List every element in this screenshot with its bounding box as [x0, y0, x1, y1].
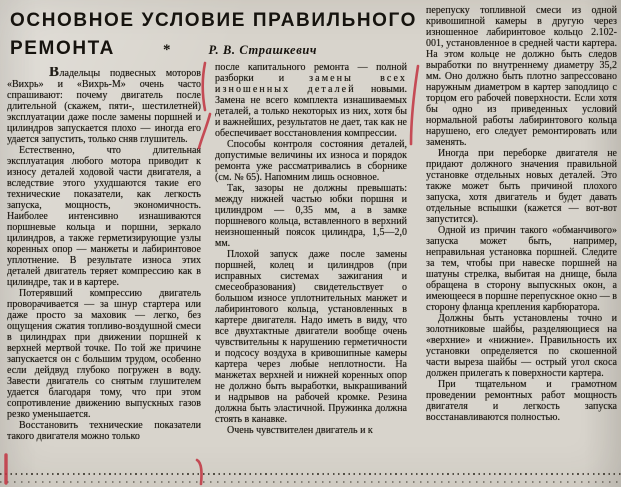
drop-cap-initial: В: [49, 67, 60, 80]
paragraph: Одной из причин такого «обманчивого» запуска может быть, например, неправильная установка поршней. Следите за тем, чтобы при навеске поршней на шатуны стрелка, выбитая на днище, была обращена в сторону выпускных окон, а имеющееся в поршне перепускное окно — в сторону фланца крепления карбюратора.: [426, 225, 617, 313]
text-column-2: [215, 62, 407, 459]
article-title-row2: [10, 35, 412, 63]
paragraph: перепуску топливной смеси из одной кривошипной камеры в другую через изношенное лабиринтовое кольцо 2.102-001, установленное в средней части картера. На этом кольце не должно быть следов выработки по внутреннему диаметру 35,2 мм. Оно должно быть плотно запрессовано наружным диаметром в картер заподлицо с торцом его рабочей поверхности. Если хотя бы одно из приведенных условий нормальной работы лабиринтового кольца нарушено, его следует ремонтировать или заменять.: [426, 5, 617, 148]
article-title-line2: РЕМОНТА: [10, 38, 116, 59]
paragraph-text: новыми. Замена не всего комплекта изнашиваемых деталей, а только некоторых из них, хотя бы и важнейших, результатов не дает, так как не обеспечивает восстановления компрессии.: [215, 84, 407, 139]
paragraph: Восстановить технические показатели такого двигателя можно только: [7, 420, 201, 442]
article-title-line1: ОСНОВНОЕ УСЛОВИЕ ПРАВИЛЬНОГО: [10, 10, 418, 31]
paragraph: Потерявший компрессию двигатель проворачивается — за шнур стартера или даже просто за маховик — легко, без ощущения сжатия топливо-воздушной смеси в цилиндрах при движении поршней к верхней мертвой точке. По той же причине запускается он с большим трудом, особенно если дейдвуд глубоко погружен в воду. Завести двигатель со снятым глушителем удается благодаря тому, что при этом сопротивление движению выпускных газов резко уменьшается.: [7, 288, 201, 420]
emphasized-spaced-text: замены всех изношенных деталей: [215, 73, 407, 95]
paragraph: Так, зазоры не должны превышать: между нижней частью юбки поршня и цилиндром — 0,35 мм, а в замке поршневого кольца, вставленного в верхний неизношенный поясок цилиндра, 1,5—2,0 мм.: [215, 183, 407, 249]
paragraph: Естественно, что длительная эксплуатация любого мотора приводит к износу деталей ходовой части двигателя, а вследствие этого ухудшаются такие его технические показатели, как легкость запуска, мощность, экономичность. Наиболее интенсивно изнашиваются поршневые кольца и поршни, зеркало цилиндров, а также герметизирующие узлы коренных опор — манжеты и лабиринтовое уплотнение. В результате износа этих деталей двигатель теряет компрессию как в цилиндре, так и в картере.: [7, 145, 201, 288]
bottom-dotted-rule-secondary: [0, 481, 621, 483]
paragraph: [215, 62, 407, 139]
text-column-3: [426, 5, 617, 461]
paragraph-text: после капитального ремонта — полной разборки и: [215, 62, 407, 84]
title-asterisk: *: [163, 42, 171, 58]
paragraph-text: ладельцы подвесных моторов «Вихрь» и «Вихрь-М» очень часто спрашивают: почему двигатель после длительной (скажем, пяти-, шестилетней) эксплуатации даже после замены поршней и цилиндров запускается плохо — иногда его удается запустить, только сняв глушитель.: [7, 68, 201, 145]
paragraph: Очень чувствителен двигатель и к: [227, 425, 373, 436]
paragraph: При тщательном и грамотном проведении ремонтных работ мощность двигателя и легкость запуска восстанавливаются полностью.: [426, 379, 617, 423]
paragraph: Иногда при переборке двигателя не придают должного значения правильной установке отдельных новых деталей. Это также может быть причиной плохого запуска, хотя двигатель и будет давать отдельные вспышки (кажется — вот-вот запустится).: [426, 148, 617, 225]
paragraph: Способы контроля состояния деталей, допустимые величины их износа и порядок ремонта уже рассматривались в сборнике (см. № 65). Напомним лишь основное.: [215, 139, 407, 183]
paragraph: Должны быть установлены точно и золотниковые шайбы, разделяющиеся на «верхние» и «нижние». Правильность их установки определяется по скошенной части выреза шайбы — острый угол скоса должен прилегать к поверхности картера.: [426, 313, 617, 379]
paragraph: [7, 67, 201, 145]
bottom-dotted-rule: [0, 473, 621, 475]
red-pen-mark-right-gutter-vertical: [411, 66, 418, 144]
article-header: [10, 7, 418, 63]
text-column-1: [7, 67, 201, 459]
red-pen-mark-left-gutter-vertical: [203, 63, 205, 110]
article-author: Р. В. Страшкевич: [208, 43, 318, 57]
paragraph: Плохой запуск даже после замены поршней, колец и цилиндров (при исправных системах зажигания и смесеобразования) свидетельствует о большом износе уплотнительных манжет и лабиринтового кольца, установленных в картере двигателя. Надо иметь в виду, что все двухтактные двигатели вообще очень чувствительны к нарушению герметичности и подсосу воздуха в кривошипные камеры картера через любые неплотности. На манжетах верхней и нижней коренных опор не должно быть выработки, выкрашиваний и надрывов на рабочей кромке. Резина должна быть эластичной. Пружинка должна стоять в канавке.: [215, 249, 407, 425]
